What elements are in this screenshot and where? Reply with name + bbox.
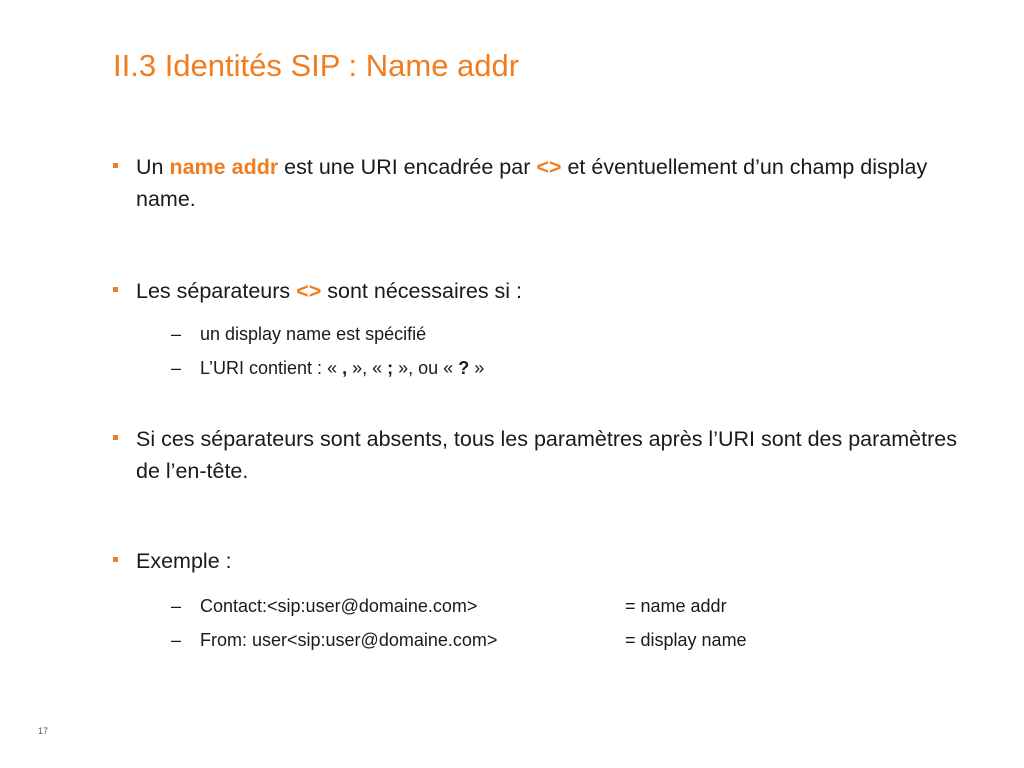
bullet-example bbox=[113, 545, 963, 577]
bullet-absent-separators bbox=[113, 423, 963, 487]
example-code: From: user<sip:user@domaine.com> bbox=[200, 630, 498, 650]
page-number: 17 bbox=[38, 726, 49, 736]
sub-text-part: L’URI contient : « bbox=[200, 358, 343, 378]
example-meaning: = display name bbox=[625, 630, 747, 650]
bullet-text: Si ces séparateurs sont absents, tous les paramètres après l’URI sont des paramètres de l’en-tête. bbox=[136, 427, 957, 483]
bullet-separators bbox=[113, 275, 963, 307]
bullet-text-part: sont nécessaires si : bbox=[321, 279, 523, 303]
sub-text-part: », ou « bbox=[393, 358, 459, 378]
bullet-text bbox=[136, 151, 963, 215]
sub-bullet-display-name bbox=[171, 321, 426, 347]
highlight-term: name addr bbox=[169, 155, 279, 179]
separator-char: ; bbox=[387, 358, 394, 378]
sub-bullet-text bbox=[200, 355, 484, 381]
highlight-term: <> bbox=[536, 155, 562, 179]
sub-text-part: », « bbox=[347, 358, 388, 378]
example-contact bbox=[171, 593, 727, 619]
dash-icon: – bbox=[171, 630, 182, 650]
dash-icon: – bbox=[171, 596, 182, 616]
sub-bullet-text: un display name est spécifié bbox=[200, 324, 427, 344]
separator-char: ? bbox=[458, 358, 470, 378]
bullet-text-part: Un bbox=[136, 155, 170, 179]
square-bullet-icon bbox=[113, 557, 118, 562]
square-bullet-icon bbox=[113, 435, 118, 440]
bullet-text-part: Les séparateurs bbox=[136, 279, 297, 303]
bullet-text-part: est une URI encadrée par bbox=[278, 155, 537, 179]
bullet-text: Exemple : bbox=[136, 549, 232, 573]
example-meaning: = name addr bbox=[625, 596, 727, 616]
separator-char: , bbox=[342, 358, 348, 378]
bullet-text bbox=[136, 275, 963, 307]
highlight-term: <> bbox=[296, 279, 322, 303]
example-from bbox=[171, 627, 747, 653]
dash-icon: – bbox=[171, 324, 182, 344]
bullet-name-addr-definition bbox=[113, 151, 963, 215]
slide-title: II.3 Identités SIP : Name addr bbox=[113, 48, 520, 83]
bullet-text-part: et éventuellement d’un champ display name. bbox=[136, 155, 928, 211]
square-bullet-icon bbox=[113, 163, 118, 168]
sub-bullet-uri-contains bbox=[171, 355, 484, 381]
dash-icon: – bbox=[171, 358, 182, 378]
square-bullet-icon bbox=[113, 287, 118, 292]
sub-text-part: » bbox=[469, 358, 485, 378]
example-code: Contact:<sip:user@domaine.com> bbox=[200, 596, 478, 616]
